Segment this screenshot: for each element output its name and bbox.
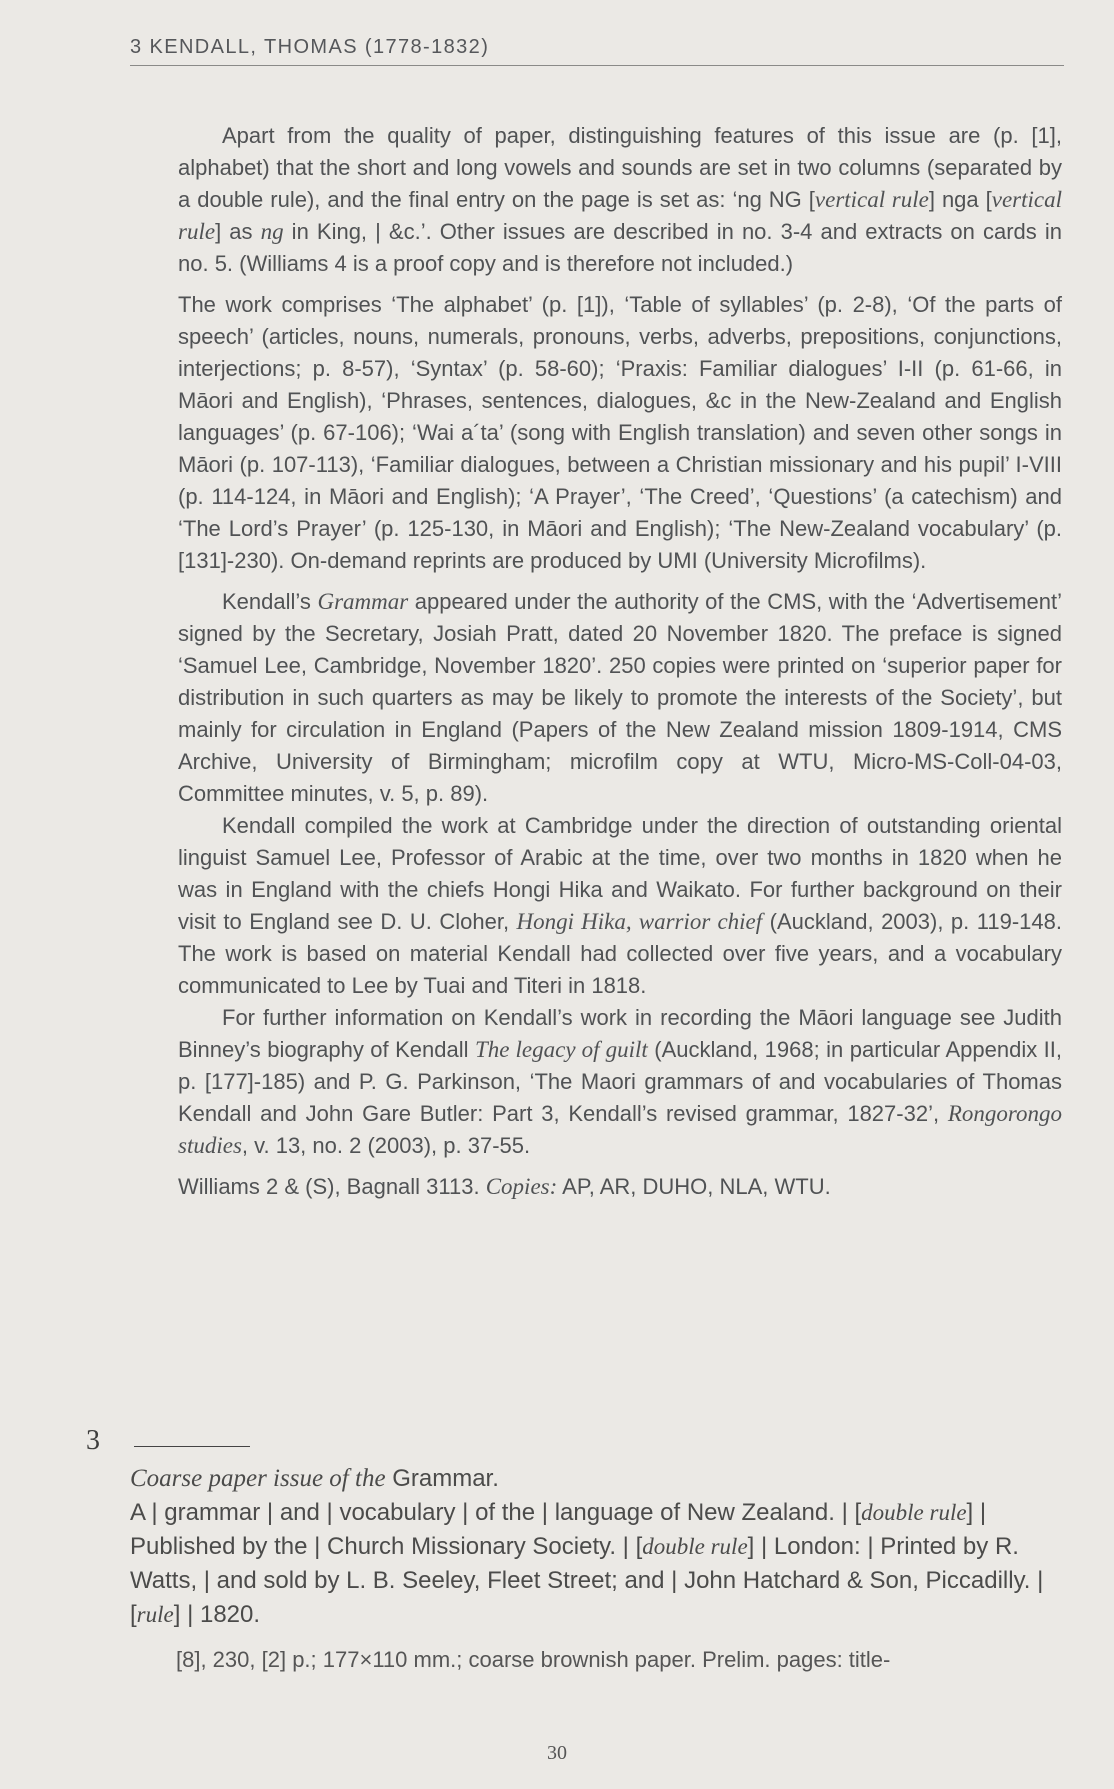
- entry-transcription: [130, 1462, 1064, 1632]
- text-run: Kendall’s: [222, 589, 318, 614]
- text-run: , v. 13, no. 2 (2003), p. 37-55.: [241, 1133, 531, 1158]
- text-run: ] | London: | Printed by R. Watts, | and sold by L. B. Seeley, Fleet Street; and | John Hatchard & Son, Piccadilly. | [: [130, 1533, 1044, 1628]
- entry-title-page: [130, 1496, 1064, 1632]
- text-run: Kendall compiled the work at Cambridge under the direction of outstanding oriental linguist Samuel Lee, Professor of Arabic at the time, over two months in 1820 when he was in England with the chiefs Hongi Hika and Waikato. For further background on their visit to England see D. U. Cloher,: [178, 813, 1062, 934]
- text-run: ] | Published by the | Church Missionary Society. | [: [130, 1499, 987, 1560]
- text-run: appeared under the authority of the CMS, with the ‘Advertisement’ signed by the Secretary, Josiah Pratt, dated 20 November 1820. The preface is signed ‘Samuel Lee, Cambridge, November 1820’. 250 copies were printed on ‘superior paper for distribution in such quarters as may be likely to promote the interests of the Society’, but mainly for circulation in England (Papers of the New Zealand mission 1809-1914, CMS Archive, University of Birmingham; microfilm copy at WTU, Micro-MS-Coll-04-03, Committee minutes, v. 5, p. 89).: [178, 589, 1063, 806]
- entry-title: [130, 1462, 1064, 1496]
- italic-run: Coarse paper issue of the: [130, 1465, 386, 1492]
- entry-number: 3: [86, 1425, 100, 1456]
- entry-dash-rule: [134, 1446, 250, 1447]
- italic-run: Rongorongo studies: [178, 1101, 1062, 1158]
- italic-run: ng: [260, 219, 284, 244]
- body-text: [178, 120, 1062, 1212]
- header-rule: [130, 65, 1064, 66]
- paragraph-compilation: [178, 810, 1062, 1002]
- text-run: (Auckland, 1968; in particular Appendix II, p. [177]-185) and P. G. Parkinson, ‘The Maori grammars of and vocabularies of Thomas Kendall and John Gare Butler: Part 3, Kendall’s revised grammar, 1827-32’,: [178, 1037, 1063, 1126]
- italic-run: vertical rule: [814, 187, 929, 212]
- paragraph-references: [178, 1171, 1062, 1203]
- text-run: (Auckland, 2003), p. 119-148. The work is based on material Kendall had collected over five years, and a vocabulary communicated to Lee by Tuai and Titeri in 1818.: [178, 909, 1062, 998]
- italic-run: Grammar: [317, 589, 409, 614]
- paragraph-paper-features: [178, 120, 1062, 280]
- page-number: 30: [547, 1742, 567, 1764]
- text-run: in King, | &c.’. Other issues are described in no. 3-4 and extracts on cards in no. 5. (Williams 4 is a proof copy and is therefore not included.): [178, 219, 1062, 276]
- text-run: Williams 2 & (S), Bagnall 3113.: [178, 1174, 486, 1199]
- italic-run: Copies:: [485, 1174, 558, 1199]
- italic-run: The legacy of guilt: [474, 1037, 648, 1062]
- entry-collation: [8], 230, [2] p.; 177×110 mm.; coarse brownish paper. Prelim. pages: title-: [176, 1647, 891, 1672]
- italic-run: rule: [136, 1602, 174, 1627]
- italic-run: double rule: [861, 1500, 967, 1525]
- text-run: Grammar.: [385, 1465, 499, 1492]
- text-run: A | grammar | and | vocabulary | of the | language of New Zealand. | [: [130, 1499, 862, 1526]
- text-run: For further information on Kendall’s work in recording the Māori language see Judith Binney’s biography of Kendall: [178, 1005, 1062, 1062]
- text-run: ] nga [: [928, 187, 992, 212]
- paragraph-publication: [178, 586, 1062, 810]
- running-head: 3 KENDALL, THOMAS (1778-1832): [130, 36, 490, 58]
- text-run: AP, AR, DUHO, NLA, WTU.: [557, 1174, 831, 1199]
- paragraph-contents: The work comprises ‘The alphabet’ (p. [1]), ‘Table of syllables’ (p. 2-8), ‘Of the parts of speech’ (articles, nouns, numerals, pronouns, verbs, adverbs, prepositions, conjunctions, interjections; p. 8-57), ‘Syntax’ (p. 58-60); ‘Praxis: Familiar dialogues’ I-II (p. 61-66, in Māori and English), ‘Phrases, sentences, dialogues, &c in the New-Zealand and English languages’ (p. 67-106); ‘Wai a´ta’ (song with English translation) and seven other songs in Māori (p. 107-113), ‘Familiar dialogues, between a Christian missionary and his pupil’ I-VIII (p. 114-124, in Māori and English); ‘A Prayer’, ‘The Creed’, ‘Questions’ (a catechism) and ‘The Lord’s Prayer’ (p. 125-130, in Māori and English); ‘The New-Zealand vocabulary’ (p. [131]-230). On-demand reprints are produced by UMI (University Microfilms).: [178, 292, 1062, 573]
- italic-run: vertical rule: [178, 187, 1063, 244]
- text-run: ] as: [215, 219, 261, 244]
- italic-run: double rule: [642, 1534, 748, 1559]
- text-run: ] | 1820.: [173, 1601, 261, 1628]
- paragraph-further-info: [178, 1002, 1062, 1162]
- text-run: Apart from the quality of paper, distinguishing features of this issue are (p. [1], alphabet) that the short and long vowels and sounds are set in two columns (separated by a double rule), and the final entry on the page is set as: ‘ng NG [: [178, 123, 1062, 212]
- italic-run: Hongi Hika, warrior chief: [516, 909, 763, 934]
